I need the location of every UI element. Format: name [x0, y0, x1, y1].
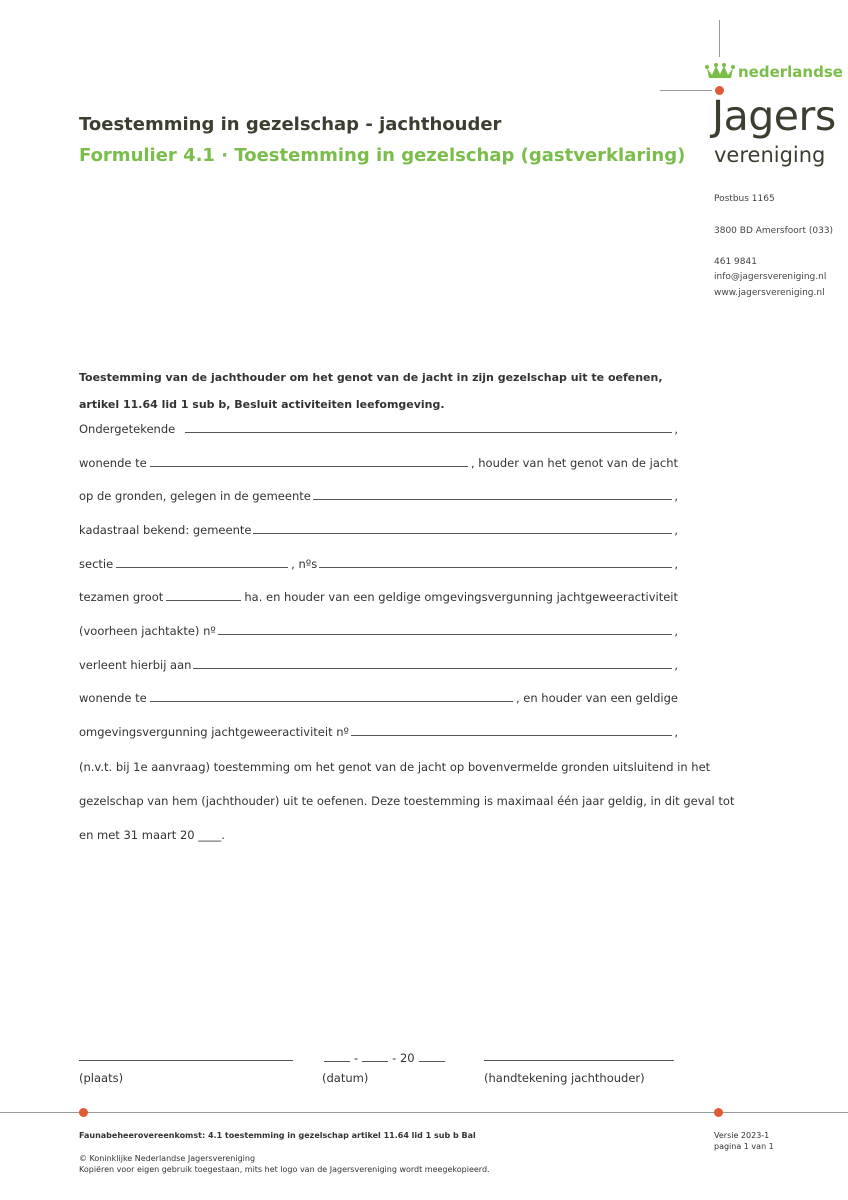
field-plaats[interactable] [79, 1060, 293, 1061]
form-row-sectie [79, 557, 678, 571]
field-datum-dag[interactable] [324, 1060, 350, 1062]
comma: , [674, 624, 678, 638]
form-row-ondergetekende [79, 422, 678, 436]
label-kadastraal: kadastraal bekend: gemeente [79, 523, 252, 537]
field-gemeente[interactable] [313, 498, 673, 500]
comma: , [674, 489, 678, 503]
logo-horizontal-line [660, 90, 712, 91]
form-row-wonende [79, 456, 678, 470]
label-verleent: verleent hierbij aan [79, 658, 192, 672]
comma: , [674, 557, 678, 571]
field-sectie[interactable] [116, 566, 288, 568]
form-row-gemeente [79, 489, 678, 503]
label-wonende-te: wonende te [79, 456, 147, 470]
address-email[interactable]: info@jagersvereniging.nl [714, 272, 827, 282]
label-wonende-te-2: wonende te [79, 691, 147, 705]
label-voorheen-jachtakte: (voorheen jachtakte) nº [79, 624, 216, 638]
field-handtekening[interactable] [484, 1060, 674, 1061]
form-row-vergunning [79, 725, 678, 739]
paragraph-line-1 [79, 760, 711, 774]
label-handtekening: (handtekening jachthouder) [484, 1071, 645, 1085]
form-row-verleent [79, 658, 678, 672]
label-en-houder: , en houder van een geldige [515, 691, 678, 705]
footer-copyright: © Koninklijke Nederlandse Jagersvereniging [79, 1154, 256, 1163]
field-wonende-te[interactable] [150, 465, 468, 467]
paragraph-text: en met 31 maart 20 ____. [79, 828, 225, 842]
address-postbus: Postbus 1165 [714, 194, 775, 204]
paragraph-text: gezelschap van hem (jachthouder) uit te oefenen. Deze toestemming is maximaal één jaar geldig, in dit geval tot [79, 794, 735, 808]
label-ha-text: ha. en houder van een geldige omgevingsvergunning jachtgeweeractiviteit [244, 590, 678, 604]
label-datum: (datum) [322, 1071, 369, 1085]
paragraph-line-2 [79, 794, 735, 808]
form-row-kadastraal [79, 523, 678, 537]
footer-version: Versie 2023-1 [714, 1131, 770, 1140]
form-row-wonende-2 [79, 691, 678, 705]
datum-separator: - [354, 1051, 359, 1065]
logo-text-nederlandse: nederlandse [738, 63, 843, 81]
logo-vertical-line [719, 20, 720, 57]
label-nrs: , nºs [291, 557, 318, 571]
label-ondergetekende: Ondergetekende [79, 422, 176, 436]
label-plaats: (plaats) [79, 1071, 124, 1085]
field-hectares[interactable] [166, 599, 241, 601]
footer-page-number: pagina 1 van 1 [714, 1142, 774, 1151]
address-website[interactable]: www.jagersvereniging.nl [714, 288, 825, 298]
field-ondergetekende[interactable] [185, 431, 672, 433]
form-row-tezamen [79, 590, 678, 604]
field-datum-maand[interactable] [362, 1060, 388, 1062]
address-phone: 461 9841 [714, 257, 757, 267]
datum-year-prefix: - 20 [392, 1051, 415, 1065]
field-datum [324, 1051, 445, 1065]
paragraph-text: (n.v.t. bij 1e aanvraag) toestemming om het genot van de jacht op bovenvermelde gronden uitsluitend in het [79, 760, 711, 774]
comma: , [674, 658, 678, 672]
crown-icon [705, 62, 735, 80]
footer-dot-left [79, 1108, 88, 1117]
footer-title: Faunabeheerovereenkomst: 4.1 toestemming in gezelschap artikel 11.64 lid 1 sub b Bal [79, 1131, 476, 1140]
field-datum-jaar[interactable] [419, 1060, 445, 1062]
label-omgevingsvergunning: omgevingsvergunning jachtgeweeractiviteit nº [79, 725, 349, 739]
field-verleent-aan[interactable] [193, 667, 672, 669]
label-sectie: sectie [79, 557, 114, 571]
comma: , [674, 422, 678, 436]
address-city: 3800 BD Amersfoort (033) [714, 226, 834, 236]
footer-dot-right [714, 1108, 723, 1117]
logo-text-vereniging: vereniging [714, 143, 826, 167]
field-kadastraal-gemeente[interactable] [253, 532, 672, 534]
label-tezamen-groot: tezamen groot [79, 590, 164, 604]
field-jachtakte-nr[interactable] [218, 633, 673, 635]
field-nrs[interactable] [319, 566, 672, 568]
label-op-de-gronden: op de gronden, gelegen in de gemeente [79, 489, 311, 503]
intro-text: Toestemming van de jachthouder om het genot van de jacht in zijn gezelschap uit te oefenen, artikel 11.64 lid 1 sub b, Besluit activiteiten leefomgeving. [79, 371, 663, 411]
field-vergunning-nr[interactable] [351, 734, 672, 736]
paragraph-line-3 [79, 828, 678, 842]
field-wonende-te-2[interactable] [150, 700, 513, 702]
comma: , [674, 523, 678, 537]
form-subtitle: Formulier 4.1 · Toestemming in gezelschap (gastverklaring) [79, 145, 686, 166]
logo-text-jagers: Jagers [712, 92, 836, 140]
comma: , [674, 725, 678, 739]
form-row-jachtakte [79, 624, 678, 638]
label-houder-genot: , houder van het genot van de jacht [470, 456, 678, 470]
page-title: Toestemming in gezelschap - jachthouder [79, 114, 502, 135]
footer-note: Kopiëren voor eigen gebruik toegestaan, mits het logo van de Jagersvereniging wordt meegekopieerd. [79, 1165, 490, 1174]
